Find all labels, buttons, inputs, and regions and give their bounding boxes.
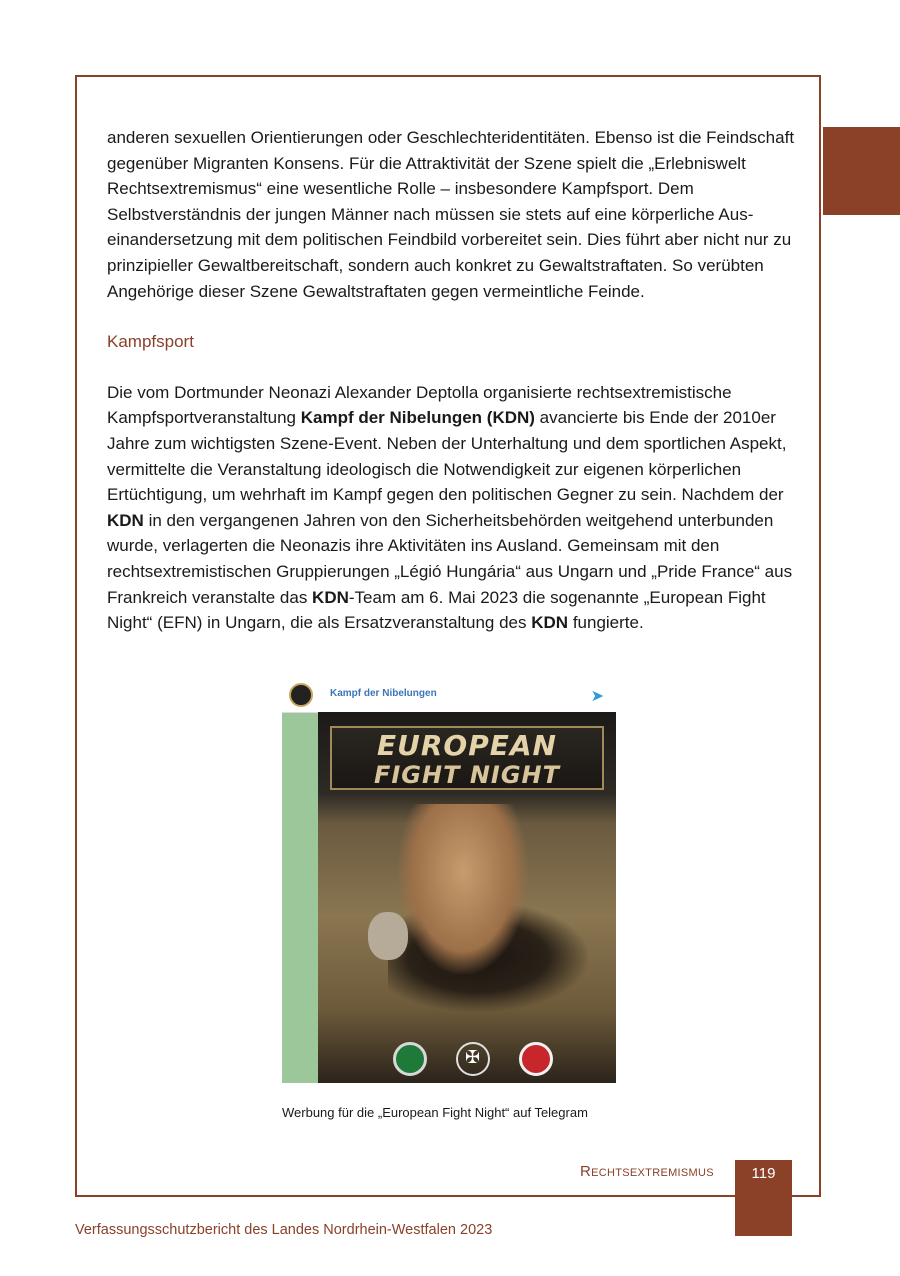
p2-bold-1: Kampf der Nibelungen (KDN): [300, 408, 535, 428]
p2-text-1: Die vom Dortmunder Neonazi Alexander Deptolla organisierte rechtsextremistische Kampfsportveranstaltung: [107, 382, 732, 428]
telegram-screenshot-figure: [282, 678, 616, 1083]
running-head: Rechtsextremismus: [580, 1163, 714, 1180]
p2-bold-2: KDN: [107, 510, 144, 530]
telegram-icon: ➤: [590, 688, 604, 705]
p2-text-2: avancierte bis Ende der 2010er Jahre zum wichtigsten Szene-Event. Neben der Unterhaltung und dem sportlichen Aspekt, vermittelte die Veranstaltung ideologisch die Notwendigkeit zur eigenen körperlichen Ertüchtigung, um wehrhaft im Kampf gegen den politischen Gegner zu sein. Nachdem der: [107, 408, 787, 505]
figure-caption: Werbung für die „European Fight Night“ auf Telegram: [282, 1105, 588, 1120]
page-number: 119: [751, 1165, 776, 1182]
page-number-box: [735, 1160, 792, 1236]
pride-logo-icon: [519, 1042, 553, 1076]
poster-title-line-2: FIGHT NIGHT: [373, 761, 560, 789]
p2-text-4: -Team am 6. Mai 2023 die sogenannte „European Fight Night“ (EFN) in Ungarn, die als Ersatzveranstaltung des: [107, 587, 766, 633]
main-content: [107, 125, 797, 636]
paragraph-1: anderen sexuellen Orientierungen oder Geschlechteridentitäten. Ebenso ist die Feindschaft gegenüber Migranten Konsens. Für die Attraktivität der Szene spielt die „Erlebniswelt Rechtsextremismus“ eine wesentliche Rolle – insbesondere Kampfsport. Dem Selbstverständnis der jungen Männer nach müssen sie stets auf eine körperliche Auseinandersetzung mit dem politischen Feindbild vorbereitet sein. Dies führt aber nicht nur zu prinzipieller Gewaltbereitschaft, sondern auch konkret zu Gewaltstraftaten. So verübten Angehörige dieser Szene Gewaltstraftaten gegen vermeintliche Feinde.: [107, 128, 795, 301]
sponsor-logos: [393, 1041, 553, 1077]
p2-text-5: fungierte.: [568, 613, 644, 633]
event-poster: [318, 712, 616, 1083]
paragraph-2: [107, 380, 797, 636]
clover-logo-icon: [393, 1042, 427, 1076]
channel-name: Kampf der Nibelungen: [330, 688, 437, 699]
telegram-post-header: [282, 678, 616, 713]
footer-text: Verfassungsschutzbericht des Landes Nordrhein-Westfalen 2023: [75, 1222, 493, 1238]
boxing-glove-shape: [368, 912, 408, 960]
chapter-tab: [823, 127, 900, 215]
channel-avatar-icon: [289, 683, 313, 707]
p2-bold-3: KDN: [312, 587, 349, 607]
poster-title-line-1: EUROPEAN: [377, 729, 557, 762]
p2-text-3: in den vergangenen Jahren von den Sicherheitsbehörden weitgehend unterbunden wurde, verlagerten die Neonazis ihre Aktivitäten ins Ausland. Gemeinsam mit den rechtsextremistischen Gruppierungen „Légió Hungária“ aus Ungarn und „Pride France“ aus Frankreich veranstalte das: [107, 510, 793, 607]
cross-logo-icon: [456, 1042, 490, 1076]
section-heading: Kampfsport: [107, 332, 194, 352]
poster-title: [330, 726, 604, 790]
fighter-shape-top: [398, 804, 528, 974]
p2-bold-4: KDN: [531, 613, 569, 633]
chat-background: [282, 712, 318, 1083]
